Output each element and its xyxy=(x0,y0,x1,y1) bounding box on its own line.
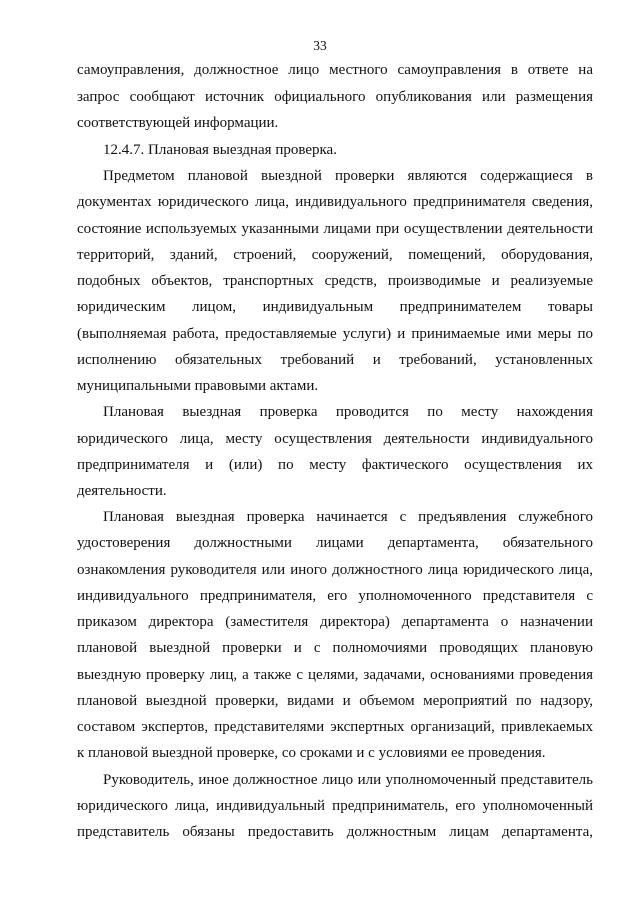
text-line: Плановая выездная проверка проводится по месту нахождения xyxy=(103,404,593,420)
text-line: юридического лица, месту осуществления деятельности индивидуального xyxy=(77,431,593,447)
text-line: деятельности. xyxy=(77,483,167,499)
text-line: подобных объектов, транспортных средств, производимые и реализуемые xyxy=(77,273,593,289)
text-line: Руководитель, иное должностное лицо или уполномоченный представитель xyxy=(103,772,593,788)
text-line: состояние используемых указанными лицами при осуществлении деятельности xyxy=(77,221,593,237)
text-line: представитель обязаны предоставить должностным лицам департамента, xyxy=(77,824,593,840)
text-line: исполнению обязательных требований и требований, установленных xyxy=(77,352,593,368)
text-line: запрос сообщают источник официального опубликования или размещения xyxy=(77,89,593,105)
text-line: удостоверения должностными лицами департамента, обязательного xyxy=(77,535,593,551)
text-line: к плановой выездной проверке, со сроками и с условиями ее проведения. xyxy=(77,745,546,761)
text-line: (выполняемая работа, предоставляемые услуги) и принимаемые ими меры по xyxy=(77,326,593,342)
text-line: документах юридического лица, индивидуального предпринимателя сведения, xyxy=(77,194,593,210)
text-line: территорий, зданий, строений, сооружений, помещений, оборудования, xyxy=(77,247,593,263)
text-line: муниципальными правовыми актами. xyxy=(77,378,319,394)
text-line: соответствующей информации. xyxy=(77,115,279,131)
text-line: Плановая выездная проверка начинается с предъявления служебного xyxy=(103,509,593,525)
text-line: Предметом плановой выездной проверки являются содержащиеся в xyxy=(103,168,593,184)
text-line: юридического лица, индивидуальный предприниматель, его уполномоченный xyxy=(77,798,593,814)
text-line: выездную проверку лиц, а также с целями, задачами, основаниями проведения xyxy=(77,667,593,683)
text-line: индивидуального предпринимателя, его уполномоченного представителя с xyxy=(77,588,593,604)
text-line: плановой выездной проверки и с полномочиями проводящих плановую xyxy=(77,640,593,656)
text-line: юридическим лицом, индивидуальным предпринимателем товары xyxy=(77,299,593,315)
text-line: составом экспертов, представителями экспертных организаций, привлекаемых xyxy=(77,719,593,735)
section-heading: 12.4.7. Плановая выездная проверка. xyxy=(103,142,337,158)
text-line: предпринимателя и (или) по месту фактического осуществления их xyxy=(77,457,593,473)
text-line: ознакомления руководителя или иного должностного лица юридического лица, xyxy=(77,562,593,578)
page-number: 33 xyxy=(313,38,327,53)
text-line: плановой выездной проверки, видами и объемом мероприятий по надзору, xyxy=(77,693,593,709)
text-line: самоуправления, должностное лицо местного самоуправления в ответе на xyxy=(77,62,593,78)
text-line: приказом директора (заместителя директора) департамента о назначении xyxy=(77,614,593,630)
